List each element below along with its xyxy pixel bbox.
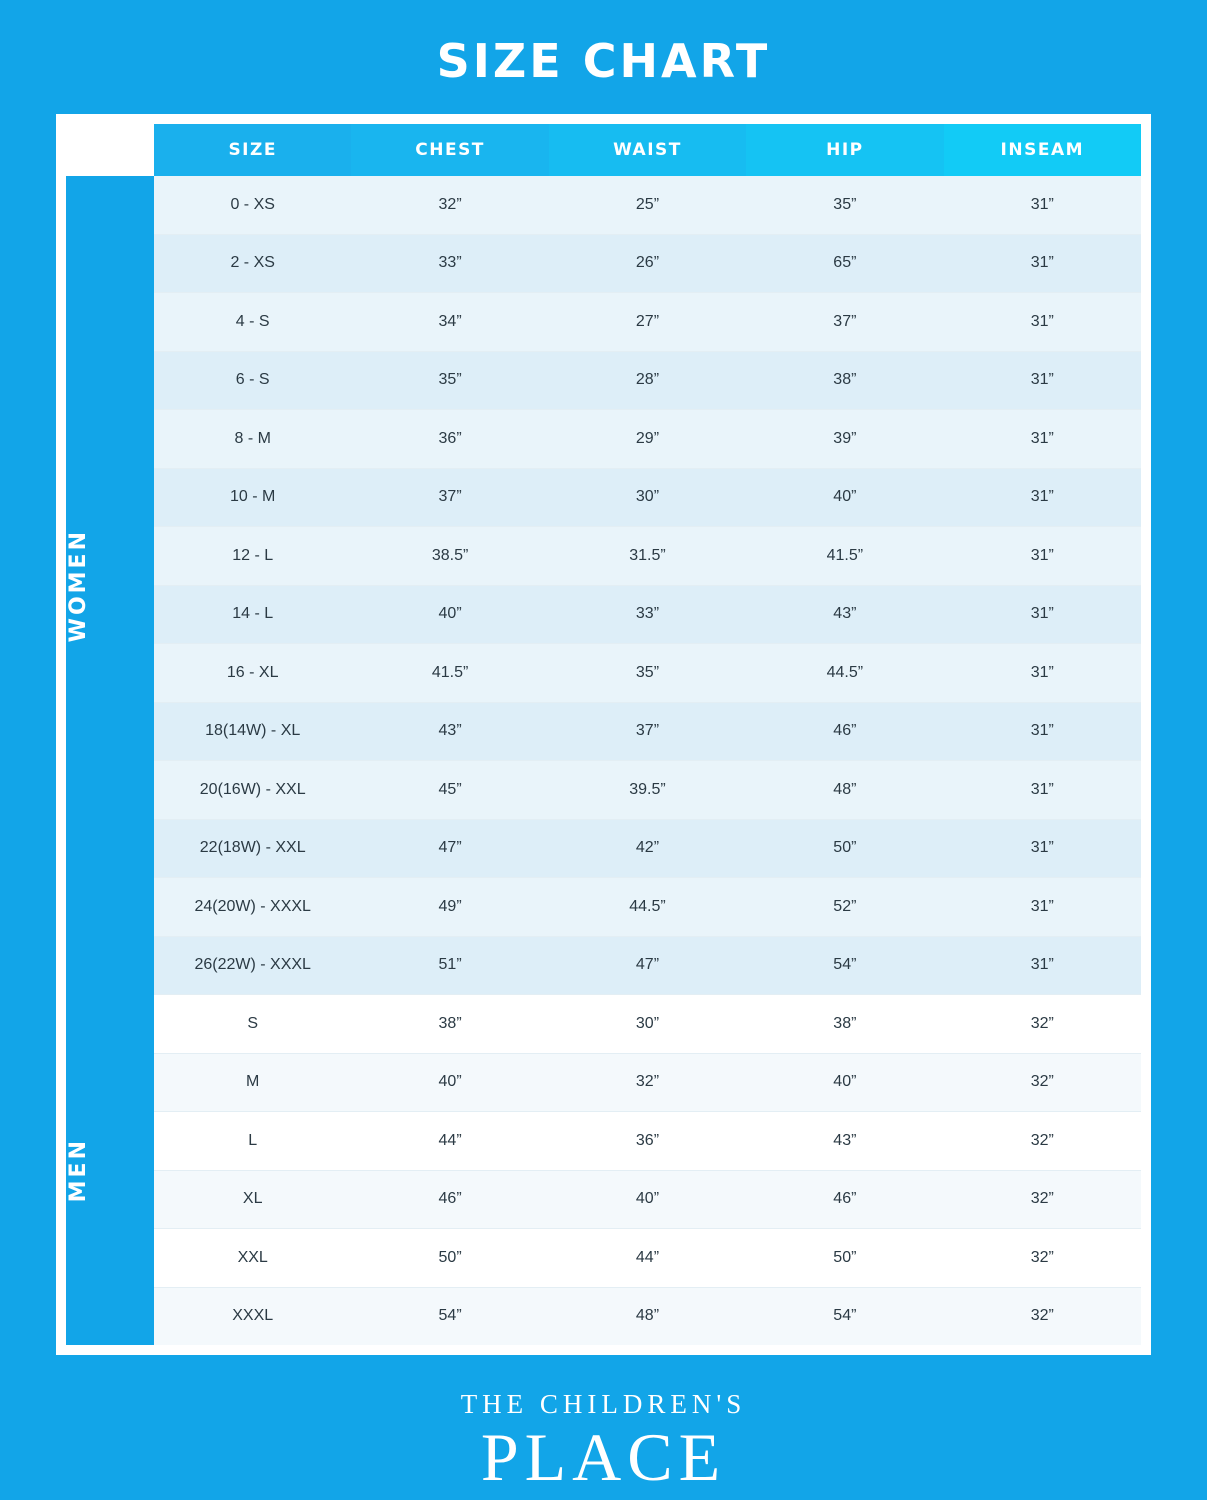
cell-size: XL [154, 1170, 351, 1229]
cell-hip: 50” [746, 819, 943, 878]
column-header-inseam: INSEAM [944, 124, 1141, 176]
cell-size: L [154, 1112, 351, 1171]
group-label-men [66, 995, 154, 1346]
cell-chest: 40” [351, 1053, 548, 1112]
cell-waist: 32” [549, 1053, 746, 1112]
cell-inseam: 32” [944, 1170, 1141, 1229]
cell-waist: 36” [549, 1112, 746, 1171]
cell-chest: 49” [351, 878, 548, 937]
cell-waist: 31.5” [549, 527, 746, 586]
column-header-waist: WAIST [549, 124, 746, 176]
cell-hip: 39” [746, 410, 943, 469]
cell-hip: 41.5” [746, 527, 943, 586]
cell-size: XXL [154, 1229, 351, 1288]
cell-hip: 43” [746, 585, 943, 644]
cell-hip: 52” [746, 878, 943, 937]
table-header [66, 124, 1141, 176]
cell-hip: 46” [746, 1170, 943, 1229]
cell-waist: 44.5” [549, 878, 746, 937]
cell-chest: 38.5” [351, 527, 548, 586]
cell-inseam: 31” [944, 702, 1141, 761]
cell-hip: 40” [746, 468, 943, 527]
cell-waist: 33” [549, 585, 746, 644]
cell-waist: 25” [549, 176, 746, 234]
cell-chest: 54” [351, 1287, 548, 1345]
table-corner-cell [66, 124, 154, 176]
cell-chest: 32” [351, 176, 548, 234]
cell-waist: 47” [549, 936, 746, 995]
table-row [66, 1170, 1141, 1229]
table-row [66, 1112, 1141, 1171]
cell-inseam: 32” [944, 995, 1141, 1054]
page-title: SIZE CHART [436, 34, 771, 88]
table-row [66, 761, 1141, 820]
cell-inseam: 31” [944, 819, 1141, 878]
cell-size: S [154, 995, 351, 1054]
cell-chest: 40” [351, 585, 548, 644]
cell-hip: 43” [746, 1112, 943, 1171]
cell-waist: 42” [549, 819, 746, 878]
cell-waist: 30” [549, 468, 746, 527]
cell-hip: 65” [746, 234, 943, 293]
cell-size: 12 - L [154, 527, 351, 586]
table-row [66, 527, 1141, 586]
cell-chest: 43” [351, 702, 548, 761]
cell-chest: 41.5” [351, 644, 548, 703]
size-chart-card [56, 114, 1151, 1355]
table-row [66, 1287, 1141, 1345]
brand-logo [0, 1389, 1207, 1493]
cell-size: 22(18W) - XXL [154, 819, 351, 878]
cell-hip: 50” [746, 1229, 943, 1288]
table-row [66, 644, 1141, 703]
brand-logo-line1: THE CHILDREN'S [460, 1389, 747, 1419]
cell-waist: 27” [549, 293, 746, 352]
cell-chest: 47” [351, 819, 548, 878]
cell-waist: 48” [549, 1287, 746, 1345]
cell-chest: 36” [351, 410, 548, 469]
cell-waist: 28” [549, 351, 746, 410]
cell-inseam: 31” [944, 234, 1141, 293]
cell-waist: 30” [549, 995, 746, 1054]
brand-logo-line2: PLACE [480, 1419, 727, 1495]
group-label-women-text: WOMEN [66, 528, 91, 642]
cell-inseam: 32” [944, 1053, 1141, 1112]
cell-chest: 50” [351, 1229, 548, 1288]
cell-hip: 38” [746, 351, 943, 410]
cell-chest: 37” [351, 468, 548, 527]
cell-size: 0 - XS [154, 176, 351, 234]
cell-hip: 38” [746, 995, 943, 1054]
table-row [66, 585, 1141, 644]
cell-chest: 35” [351, 351, 548, 410]
table-row [66, 468, 1141, 527]
column-header-size: SIZE [154, 124, 351, 176]
table-row [66, 878, 1141, 937]
cell-chest: 44” [351, 1112, 548, 1171]
cell-waist: 29” [549, 410, 746, 469]
cell-size: 16 - XL [154, 644, 351, 703]
group-label-women [66, 176, 154, 995]
cell-inseam: 32” [944, 1287, 1141, 1345]
cell-waist: 26” [549, 234, 746, 293]
table-header-row [66, 124, 1141, 176]
table-row [66, 410, 1141, 469]
cell-hip: 46” [746, 702, 943, 761]
cell-hip: 37” [746, 293, 943, 352]
cell-hip: 40” [746, 1053, 943, 1112]
table-row [66, 1053, 1141, 1112]
cell-size: 14 - L [154, 585, 351, 644]
cell-inseam: 31” [944, 176, 1141, 234]
cell-waist: 40” [549, 1170, 746, 1229]
cell-inseam: 31” [944, 468, 1141, 527]
cell-size: 4 - S [154, 293, 351, 352]
table-row [66, 702, 1141, 761]
cell-size: XXXL [154, 1287, 351, 1345]
cell-inseam: 31” [944, 585, 1141, 644]
cell-hip: 54” [746, 936, 943, 995]
cell-inseam: 31” [944, 761, 1141, 820]
cell-size: 24(20W) - XXXL [154, 878, 351, 937]
cell-waist: 35” [549, 644, 746, 703]
cell-inseam: 32” [944, 1229, 1141, 1288]
cell-inseam: 31” [944, 293, 1141, 352]
cell-chest: 34” [351, 293, 548, 352]
size-chart-table [66, 124, 1141, 1345]
cell-hip: 54” [746, 1287, 943, 1345]
column-header-hip: HIP [746, 124, 943, 176]
cell-hip: 35” [746, 176, 943, 234]
cell-inseam: 32” [944, 1112, 1141, 1171]
cell-inseam: 31” [944, 351, 1141, 410]
group-label-men-text: MEN [66, 1137, 91, 1202]
table-row [66, 1229, 1141, 1288]
table-body [66, 176, 1141, 1345]
cell-size: 18(14W) - XL [154, 702, 351, 761]
cell-inseam: 31” [944, 644, 1141, 703]
cell-inseam: 31” [944, 527, 1141, 586]
column-header-chest: CHEST [351, 124, 548, 176]
table-row [66, 819, 1141, 878]
cell-size: 8 - M [154, 410, 351, 469]
cell-inseam: 31” [944, 878, 1141, 937]
cell-hip: 44.5” [746, 644, 943, 703]
cell-waist: 44” [549, 1229, 746, 1288]
cell-size: 2 - XS [154, 234, 351, 293]
cell-chest: 51” [351, 936, 548, 995]
table-row [66, 176, 1141, 234]
cell-size: M [154, 1053, 351, 1112]
cell-inseam: 31” [944, 936, 1141, 995]
table-row [66, 293, 1141, 352]
cell-chest: 46” [351, 1170, 548, 1229]
cell-waist: 39.5” [549, 761, 746, 820]
cell-chest: 33” [351, 234, 548, 293]
cell-hip: 48” [746, 761, 943, 820]
cell-size: 26(22W) - XXXL [154, 936, 351, 995]
table-row [66, 351, 1141, 410]
cell-size: 20(16W) - XXL [154, 761, 351, 820]
cell-size: 10 - M [154, 468, 351, 527]
cell-waist: 37” [549, 702, 746, 761]
table-row [66, 936, 1141, 995]
cell-inseam: 31” [944, 410, 1141, 469]
cell-chest: 38” [351, 995, 548, 1054]
table-row [66, 234, 1141, 293]
cell-size: 6 - S [154, 351, 351, 410]
table-row [66, 995, 1141, 1054]
cell-chest: 45” [351, 761, 548, 820]
